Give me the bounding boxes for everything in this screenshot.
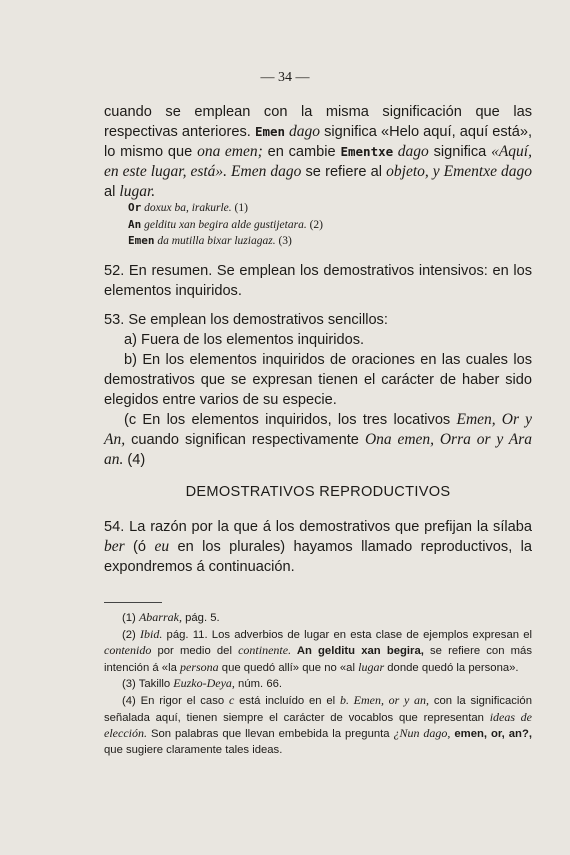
text-run: significa <box>428 144 492 160</box>
example-text: doxux ba, irakurle. <box>141 202 232 214</box>
italic-term: dago <box>285 123 321 140</box>
italic-term: persona <box>180 659 219 674</box>
text-run: por medio del <box>151 645 239 658</box>
text-run: cuando significan respectivamente <box>125 432 365 448</box>
section-52: 52. En resumen. Se emplean los demostrativos intensivos: en los elementos inquiridos. <box>104 263 532 299</box>
text-run: (ó <box>124 539 155 555</box>
text-run: al <box>104 184 120 200</box>
note-ref: (1) <box>231 202 248 214</box>
example-item <box>128 233 528 250</box>
italic-term: Ona emen, Orra or y Ara an. <box>104 431 532 468</box>
text-run: (3) Takillo <box>122 678 174 691</box>
item-c <box>104 410 532 470</box>
footnote-1 <box>104 610 532 627</box>
example-keyword: Emen <box>128 234 155 247</box>
italic-term: «Aquí, en este lugar, está». <box>104 143 532 180</box>
italic-term: lugar <box>358 659 385 674</box>
italic-term: continente. <box>238 643 292 658</box>
text-run: (1) <box>122 612 139 624</box>
text-run: cuando se emplean con la misma significación que las respectivas anteriores. <box>104 104 532 140</box>
example-keyword: An <box>128 217 142 231</box>
text-run: con la significación señalada aquí, tienen siempre el carácter de vocablos que representan <box>104 694 532 724</box>
italic-term: Euzko-Deya, <box>173 676 235 691</box>
example-item <box>128 217 528 234</box>
text-run: núm. 66. <box>234 678 283 691</box>
item-a: a) Fuera de los elementos inquiridos. <box>124 332 365 348</box>
page-number: — 34 — <box>260 70 310 85</box>
example-text: gelditu xan begira alde gustijetara. <box>141 218 307 231</box>
text-run: está incluído en el <box>234 694 340 707</box>
note-ref: (4) <box>123 452 146 468</box>
bold-term: An gelditu xan begira, <box>291 645 424 658</box>
italic-term: dago <box>393 143 429 160</box>
examples-list <box>128 200 528 250</box>
section-53-intro: 53. Se emplean los demostrativos sencillos: <box>104 312 388 328</box>
italic-term: Abarrak, <box>138 610 182 624</box>
text-run: 54. La razón por la que á los demostrativos que prefijan la sílaba <box>104 519 532 535</box>
italic-term: Ibid. <box>140 626 163 641</box>
text-run: Son palabras que llevan embebida la pregunta <box>146 728 394 741</box>
italic-term: ¿Nun dago, <box>393 726 451 741</box>
italic-term: Emen dago <box>227 163 302 180</box>
italic-term: b. Emen, or y an, <box>340 692 430 707</box>
text-run: (4) En rigor el caso <box>122 694 229 707</box>
text-run: (2) <box>122 628 141 641</box>
text-run: pág. 11. Los adverbios de lugar en esta clase de ejemplos expresan el <box>162 628 532 641</box>
section-heading: DEMOSTRATIVOS REPRODUCTIVOS <box>185 484 451 500</box>
footnote-4 <box>104 693 532 758</box>
footnote-3 <box>104 676 532 693</box>
section-54 <box>104 517 532 577</box>
italic-term: contenido <box>104 643 152 658</box>
example-text: da mutilla bixar luziagaz. <box>154 235 276 247</box>
italic-term: ona emen; <box>197 143 263 160</box>
bold-term: emen, or, an?, <box>450 728 532 741</box>
italic-term: lugar. <box>119 183 156 200</box>
example-item <box>128 200 528 217</box>
italic-term: ber <box>104 538 125 555</box>
note-ref: (2) <box>306 218 323 231</box>
italic-term: c <box>228 692 235 707</box>
bold-term: Emen <box>254 124 286 139</box>
text-run: en los plurales) hayamos llamado reproductivos, la expondremos á continuación. <box>104 539 533 575</box>
text-run: significa «Helo aquí, aquí está», lo mismo que <box>104 124 533 160</box>
text-run: en cambie <box>262 144 341 160</box>
footnotes <box>104 610 532 758</box>
note-ref: (3) <box>275 235 292 247</box>
italic-term: Emen, Or y An, <box>104 411 532 448</box>
bold-term: Ementxe <box>340 144 394 159</box>
footnote-2 <box>104 627 532 677</box>
item-b: b) En los elementos inquiridos de oraciones en las cuales los demostrativos que se expresan tienen el carácter de haber sido elegidos entre varios de su especie. <box>104 352 532 408</box>
text-run: pág. 5. <box>181 612 220 624</box>
text-run: que sugiere claramente tales ideas. <box>104 743 283 756</box>
text-run: se refiere al <box>301 164 387 180</box>
italic-term: ideas de elección. <box>104 709 533 741</box>
section-53 <box>104 310 532 470</box>
text-run: que quedó allí» que no «al <box>218 661 359 674</box>
footnote-divider <box>104 602 162 603</box>
text-run: donde quedó la persona». <box>384 661 519 674</box>
example-keyword: Or <box>128 201 142 214</box>
paragraph-continuation <box>104 102 532 202</box>
italic-term: eu <box>154 538 170 555</box>
italic-term: objeto, y Ementxe dago <box>386 163 532 180</box>
text-run: (c En los elementos inquiridos, los tres locativos <box>124 412 457 428</box>
text-run: se refiere con más intención á «la <box>104 645 532 674</box>
